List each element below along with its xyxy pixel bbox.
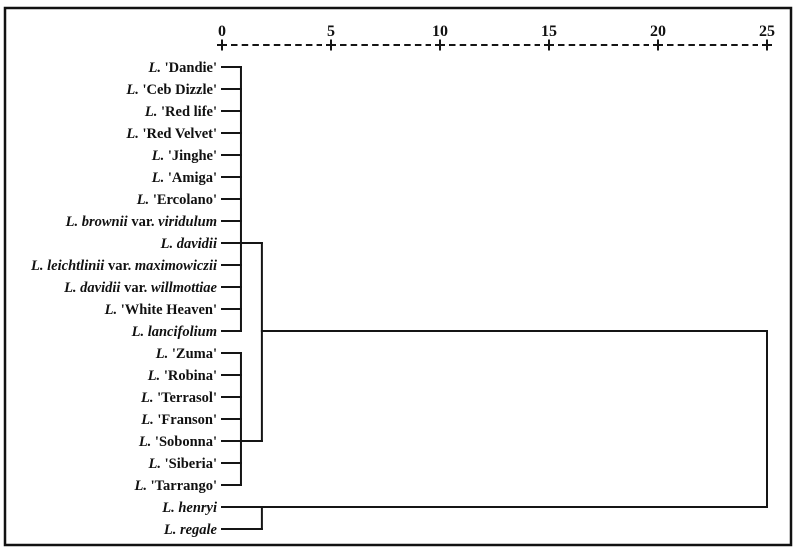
- leaf-label: L. 'Amiga': [151, 170, 217, 186]
- leaf-label: L. 'Jinghe': [151, 148, 217, 164]
- leaf-label: L. davidii: [160, 236, 217, 252]
- leaf-label: L. 'Terrasol': [141, 390, 217, 406]
- axis-tick-label: 15: [541, 23, 557, 40]
- leaf-label: L. lancifolium: [131, 324, 217, 340]
- leaf-label: L. 'White Heaven': [104, 302, 217, 318]
- axis-tick-label: 5: [327, 23, 335, 40]
- leaf-label: L. regale: [163, 522, 217, 538]
- leaf-label: L. davidii var. willmottiae: [64, 280, 217, 296]
- leaf-label: L. 'Tarrango': [134, 478, 217, 494]
- dendrogram-tree: [222, 67, 767, 529]
- leaf-label: L. 'Siberia': [148, 456, 217, 472]
- leaf-label: L. brownii var. viridulum: [65, 214, 217, 230]
- leaf-label: L. 'Robina': [147, 368, 217, 384]
- leaf-label: L. leichtlinii var. maximowiczii: [31, 258, 217, 274]
- leaf-label: L. 'Dandie': [148, 60, 217, 76]
- leaf-label: L. 'Red life': [144, 104, 217, 120]
- leaf-label: L. 'Ceb Dizzle': [126, 82, 217, 98]
- leaf-labels: [30, 60, 218, 538]
- figure-border: [5, 8, 791, 545]
- leaf-label: L. 'Sobonna': [138, 434, 217, 450]
- distance-axis: [217, 23, 775, 51]
- leaf-label: L. 'Zuma': [155, 346, 217, 362]
- leaf-label: L. henryi: [162, 500, 217, 516]
- leaf-label: L. 'Ercolano': [136, 192, 217, 208]
- axis-tick-label: 0: [218, 23, 226, 40]
- axis-tick-label: 20: [650, 23, 666, 40]
- axis-tick-label: 25: [759, 23, 775, 40]
- axis-tick-label: 10: [432, 23, 448, 40]
- leaf-label: L. 'Franson': [141, 412, 217, 428]
- leaf-label: L. 'Red Velvet': [126, 126, 217, 142]
